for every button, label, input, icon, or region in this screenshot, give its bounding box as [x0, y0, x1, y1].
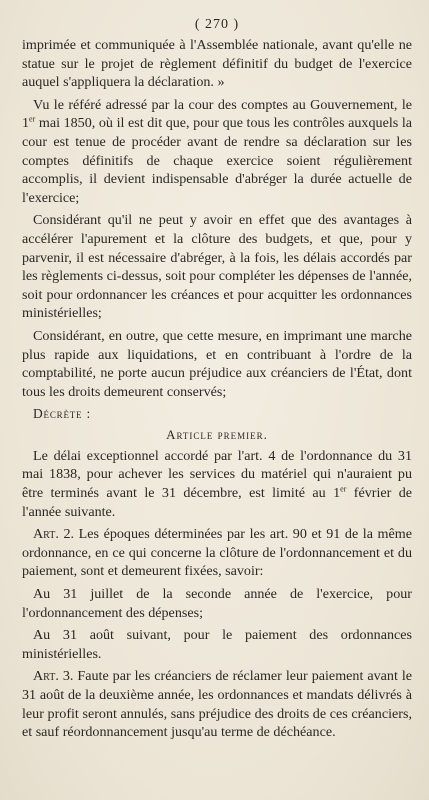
- paragraph-ordonnancement: Au 31 juillet de la seconde année de l'exercice, pour l'ordonnancement des dépenses;: [22, 586, 412, 621]
- article-3-label: Art. 3.: [33, 668, 74, 685]
- paragraph-paiement: Au 31 août suivant, pour le paiement des ordonnances ministérielles.: [22, 627, 412, 662]
- article-1-text-a: Le délai exceptionnel accordé par l'art. 4 de l'ordonnance du 31 mai 1838, pour achever les services du matériel qui n'auraient pu être terminés avant le 31 décembre, est limité au 1: [22, 447, 412, 502]
- paragraph-2-superscript: er: [29, 114, 36, 124]
- article-1-superscript: er: [340, 484, 347, 494]
- decrete-heading: Décrète :: [33, 406, 92, 422]
- article-2-text: Les époques déterminées par les art. 90 et 91 de la même ordonnance, en ce qui concerne la clôture de l'ordonnancement et du paiement, sont et demeurent fixées, savoir:: [22, 526, 412, 580]
- paragraph-1: imprimée et communiquée à l'Assemblée nationale, avant qu'elle ne statue sur le projet de règlement définitif du budget de l'exercice auquel s'appliquera la déclaration. »: [22, 37, 412, 91]
- article-1-text-b: février de l'année suivante.: [22, 485, 412, 520]
- paragraph-article-1: [22, 447, 412, 521]
- page-number: ( 270 ): [194, 17, 240, 32]
- article-heading: Article premier.: [166, 426, 268, 442]
- paragraph-2: [22, 96, 412, 208]
- paragraph-article-2: [22, 525, 412, 581]
- paragraph-2-text-a: Vu le référé adressé par la cour des comptes au Gouvernement, le 1: [22, 96, 412, 132]
- paragraph-article-3: [22, 667, 412, 741]
- paragraph-2-text-b: mai 1850, où il est dit que, pour que tous les contrôles auxquels la cour est tenue de procéder avant de rendre sa déclaration sur les comptes définitifs de chaque exercice soient régulièrement accomplis, il devient indispensable d'abréger la durée actuelle de l'exercice;: [22, 115, 412, 206]
- paragraph-3: Considérant qu'il ne peut y avoir en effet que des avantages à accélérer l'apurement et la clôture des budgets, et que, pour y parvenir, il est nécessaire d'abréger, à la fois, les délais accordés par les règlements ci-dessus, soit pour compléter les dépenses de l'année, soit pour ordonnancer les créances et pour acquitter les ordonnances ministérielles;: [22, 212, 412, 322]
- article-2-label: Art. 2.: [33, 526, 75, 543]
- paragraph-4: Considérant, en outre, que cette mesure, en imprimant une marche plus rapide aux liquidations, et en contribuant à l'ordre de la comptabilité, ne porte aucun préjudice aux créanciers de l'État, dont tous les droits demeurent conservés;: [22, 327, 412, 400]
- article-3-text: Faute par les créanciers de réclamer leur paiement avant le 31 août de la deuxième année, les ordonnances et mandats délivrés à leur profit seront annulés, sans préjudice des droits de ces créanciers, et sauf réordonnancement jusqu'au terme de déchéance.: [22, 668, 412, 741]
